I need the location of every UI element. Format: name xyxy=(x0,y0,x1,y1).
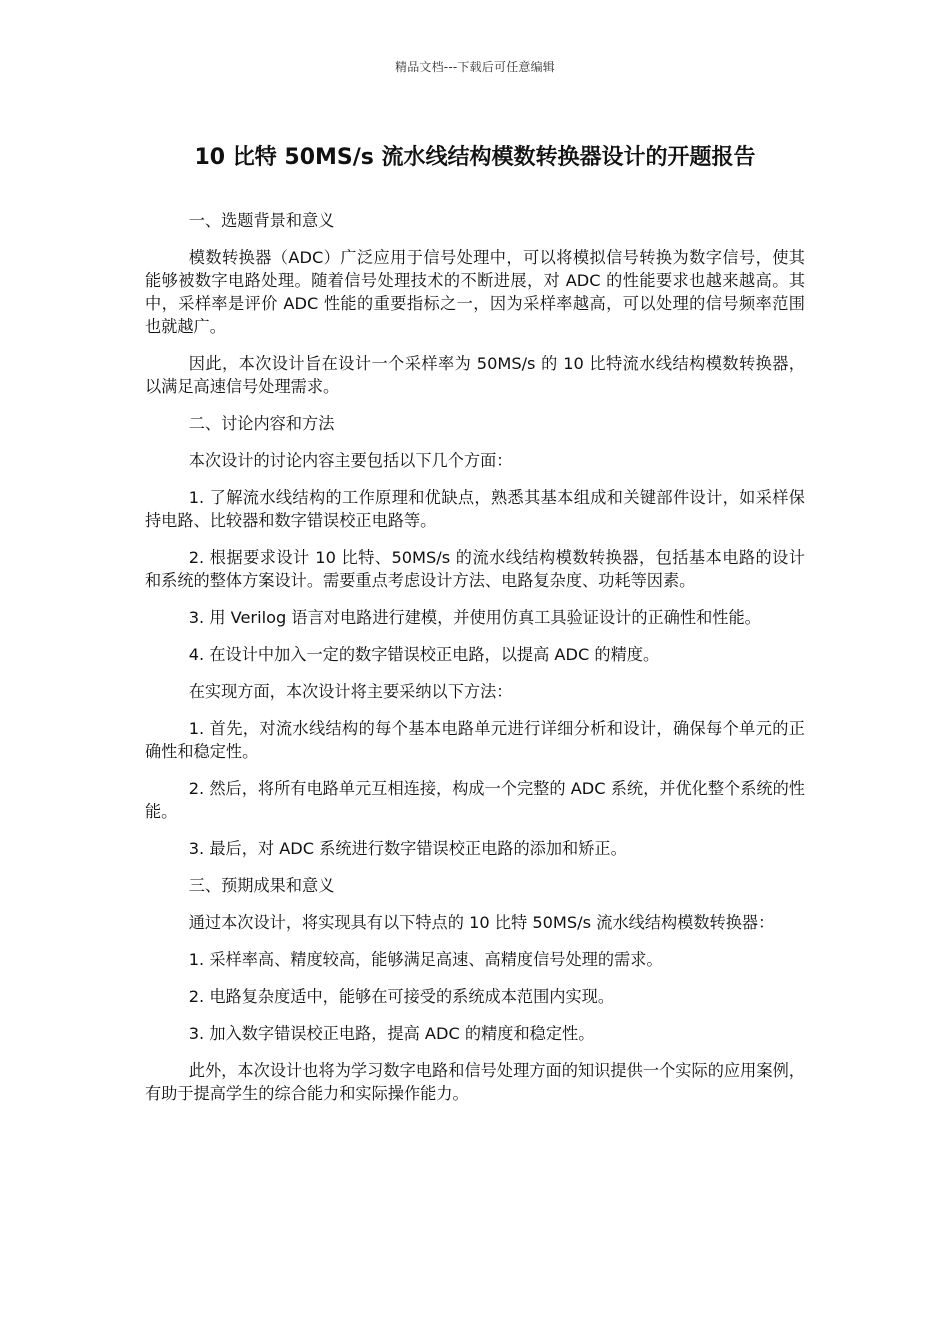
paragraph: 本次设计的讨论内容主要包括以下几个方面： xyxy=(188,451,513,470)
list-item: 3. 最后，对 ADC 系统进行数字错误校正电路的添加和矫正。 xyxy=(188,839,627,858)
paragraph: 此外，本次设计也将为学习数字电路和信号处理方面的知识提供一个实际的应用案例，有助于提高学生的综合能力和实际操作能力。 xyxy=(145,1061,805,1103)
list-item: 3. 用 Verilog 语言对电路进行建模，并使用仿真工具验证设计的正确性和性能。 xyxy=(188,608,761,627)
paragraph: 在实现方面，本次设计将主要采纳以下方法： xyxy=(188,682,513,701)
list-item: 3. 加入数字错误校正电路，提高 ADC 的精度和稳定性。 xyxy=(188,1024,595,1043)
document-title: 10 比特 50MS/s 流水线结构模数转换器设计的开题报告 xyxy=(194,145,756,170)
header-note: 精品文档---下载后可任意编辑 xyxy=(395,60,555,74)
section-heading-content-methods: 二、讨论内容和方法 xyxy=(188,414,335,433)
paragraph: 通过本次设计，将实现具有以下特点的 10 比特 50MS/s 流水线结构模数转换器： xyxy=(188,913,775,932)
paragraph: 因此，本次设计旨在设计一个采样率为 50MS/s 的 10 比特流水线结构模数转换器，以满足高速信号处理需求。 xyxy=(145,354,805,396)
paragraph: 模数转换器（ADC）广泛应用于信号处理中，可以将模拟信号转换为数字信号，使其能够被数字电路处理。随着信号处理技术的不断进展，对 ADC 的性能要求也越来越高。其中，采样率是评价 ADC 性能的重要指标之一，因为采样率越高，可以处理的信号频率范围也就越广。 xyxy=(145,248,805,336)
list-item: 2. 根据要求设计 10 比特、50MS/s 的流水线结构模数转换器，包括基本电路的设计和系统的整体方案设计。需要重点考虑设计方法、电路复杂度、功耗等因素。 xyxy=(145,548,805,590)
section-heading-expected-results: 三、预期成果和意义 xyxy=(188,876,335,895)
list-item: 1. 采样率高、精度较高，能够满足高速、高精度信号处理的需求。 xyxy=(188,950,663,969)
list-item: 1. 首先，对流水线结构的每个基本电路单元进行详细分析和设计，确保每个单元的正确性和稳定性。 xyxy=(145,719,805,761)
section-heading-background: 一、选题背景和意义 xyxy=(188,211,335,230)
list-item: 2. 然后，将所有电路单元互相连接，构成一个完整的 ADC 系统，并优化整个系统的性能。 xyxy=(145,779,805,821)
list-item: 1. 了解流水线结构的工作原理和优缺点，熟悉其基本组成和关键部件设计，如采样保持电路、比较器和数字错误校正电路等。 xyxy=(145,488,805,530)
list-item: 4. 在设计中加入一定的数字错误校正电路，以提高 ADC 的精度。 xyxy=(188,645,660,664)
document-body xyxy=(145,209,805,1119)
list-item: 2. 电路复杂度适中，能够在可接受的系统成本范围内实现。 xyxy=(188,987,615,1006)
